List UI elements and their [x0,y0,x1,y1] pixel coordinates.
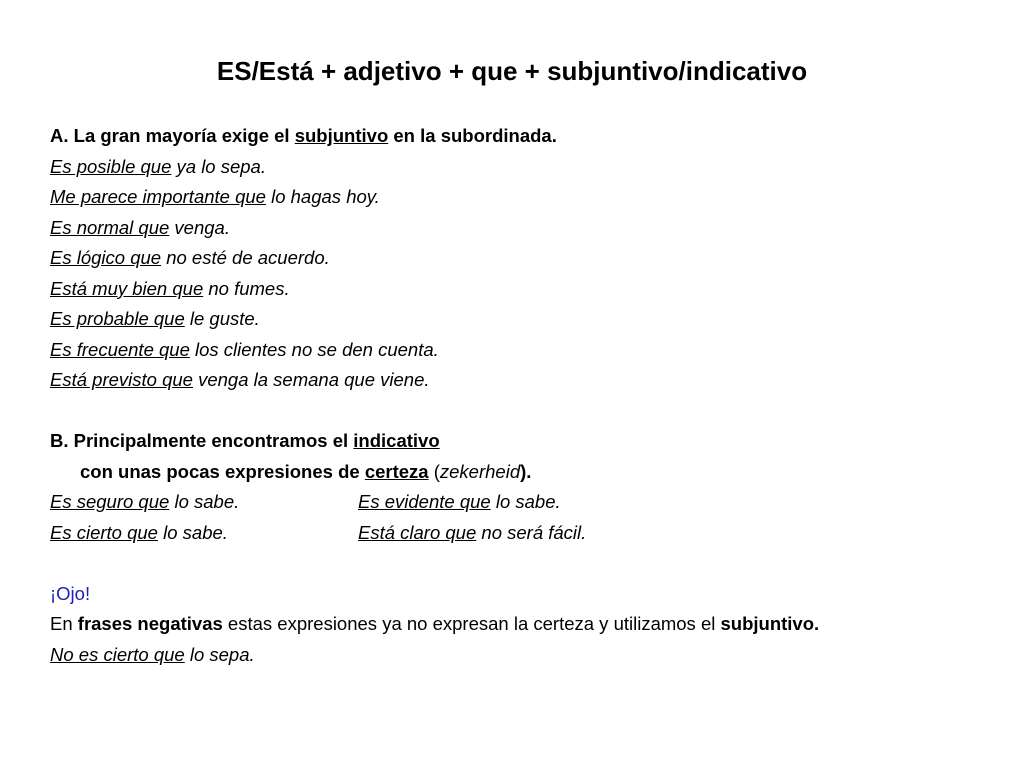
example-rest: no esté de acuerdo. [161,247,330,268]
example-trigger: Es seguro que [50,491,170,512]
example-rest: los clientes no se den cuenta. [189,338,439,360]
example-a-8 [50,365,1010,396]
example-rest: venga la semana que viene. [192,369,430,390]
example-rest: venga. [169,216,230,238]
example-trigger: Está muy bien que [50,277,204,299]
example-rest: lo sabe. [157,521,228,543]
example-a-6 [50,304,1010,335]
example-b-cell [50,518,358,549]
section-b-heading [50,426,1010,457]
ojo-line-pre: En [50,613,78,634]
example-trigger: Es lógico que [50,247,162,268]
section-a-heading-post: en la subordinada. [388,125,557,146]
section-b-subheading [50,457,1010,488]
example-rest: lo sabe. [490,491,561,512]
example-b-row-1 [50,487,1010,518]
example-rest: lo sabe. [169,491,240,512]
ojo-key-negativas: frases negativas [77,613,223,634]
ojo-example [50,640,1010,671]
example-a-5 [50,274,1010,305]
section-b-heading-pre: B. Principalmente encontramos el [50,430,354,451]
section-b-line2-close: ). [520,460,532,482]
example-trigger: No es cierto que [50,643,185,665]
example-trigger: Está previsto que [50,369,193,390]
example-trigger: Es frecuente que [50,338,190,360]
section-a-heading-pre: A. La gran mayoría exige el [50,125,295,146]
example-a-4 [50,243,1010,274]
example-rest: lo sepa. [184,643,255,665]
slide-title: ES/Está + adjetivo + que + subjuntivo/indicativo [216,56,808,86]
section-b-translation: zekerheid [439,460,521,482]
section-b-line2-key: certeza [364,460,429,482]
example-trigger: Es probable que [50,308,185,329]
example-b-cell [358,491,561,512]
spacer [50,396,1010,427]
ojo-line-mid: estas expresiones ya no expresan la certeza y utilizamos el [222,613,721,634]
example-a-1 [50,152,1010,183]
section-b-line2-pre: con unas pocas expresiones de [80,460,365,482]
ojo-label: ¡Ojo! [50,582,91,604]
example-rest: no será fácil. [476,521,587,543]
spacer [50,548,1010,579]
example-b-row-2 [50,518,1010,549]
ojo-key-subjuntivo: subjuntivo. [720,613,820,634]
example-trigger: Me parece importante que [50,186,266,207]
example-rest: lo hagas hoy. [265,186,380,207]
example-trigger: Es evidente que [358,491,491,512]
example-trigger: Es posible que [50,155,172,177]
example-rest: no fumes. [203,277,290,299]
slide-content [50,121,1010,670]
section-a-heading [50,121,1010,152]
section-a-heading-key: subjuntivo [294,125,389,146]
example-trigger: Es cierto que [50,521,158,543]
section-b-heading-key: indicativo [353,430,440,451]
example-rest: le guste. [184,308,260,329]
example-trigger: Es normal que [50,216,170,238]
example-a-2 [50,182,1010,213]
ojo-line [50,609,1010,640]
example-trigger: Está claro que [358,521,477,543]
example-a-7 [50,335,1010,366]
section-b-line2-open: ( [428,460,440,482]
example-rest: ya lo sepa. [171,155,266,177]
example-a-3 [50,213,1010,244]
example-b-cell [358,522,586,543]
example-b-cell [50,487,358,518]
